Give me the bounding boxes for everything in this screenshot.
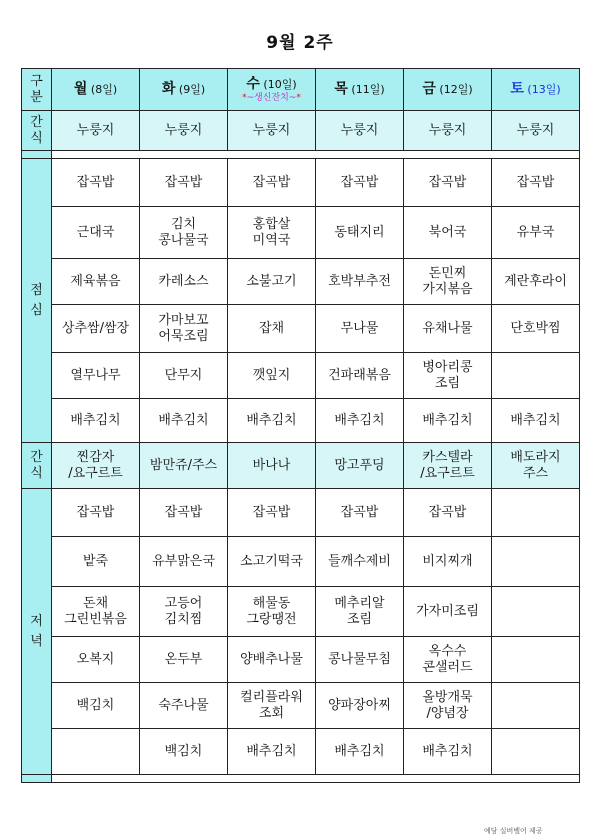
menu-cell [316, 353, 404, 399]
menu-cell [140, 159, 228, 207]
menu-cell [492, 637, 580, 683]
menu-item-line: 배추김치 [70, 412, 121, 428]
menu-cell [228, 159, 316, 207]
snack1-row [22, 111, 580, 151]
menu-cell [404, 207, 492, 259]
header-row [22, 69, 580, 111]
menu-item-line: 계란후라이 [504, 273, 567, 289]
menu-item-line: 북어국 [428, 224, 467, 240]
menu-cell: 누룽지 [140, 111, 228, 151]
day-date: (9일) [175, 83, 206, 96]
menu-item-line: 동태지리 [334, 224, 385, 240]
menu-item-line: 백김치 [164, 743, 203, 759]
menu-item-line: 유부맑은국 [152, 553, 215, 569]
bottom-strip-row [22, 775, 580, 783]
menu-item-line: 배추김치 [246, 412, 297, 428]
menu-cell [316, 637, 404, 683]
menu-cell [316, 399, 404, 443]
menu-item-line: 배추김치 [334, 412, 385, 428]
menu-item-line: 단무지 [164, 367, 203, 383]
section-label-char: 저 [30, 613, 43, 629]
menu-cell [228, 729, 316, 775]
menu-item-line: 배추김치 [510, 412, 561, 428]
menu-item-line: 소불고기 [246, 273, 297, 289]
snack-item-line: /요구르트 [68, 465, 123, 481]
menu-item-line: 배추김치 [422, 743, 473, 759]
day-header [140, 69, 228, 111]
day-header-line [142, 81, 225, 98]
menu-cell: 누룽지 [492, 111, 580, 151]
day-date: (8일) [87, 83, 118, 96]
menu-cell [52, 159, 140, 207]
menu-item-line: 가자미조림 [416, 603, 479, 619]
menu-cell [52, 637, 140, 683]
menu-cell [140, 587, 228, 637]
menu-item-line: 잡곡밥 [164, 504, 203, 520]
day-name: 토 [510, 81, 524, 97]
menu-item-line: 비지찌개 [422, 553, 473, 569]
menu-item-line: 배추김치 [246, 743, 297, 759]
menu-cell [404, 637, 492, 683]
menu-cell [140, 489, 228, 537]
menu-item-line: 배추김치 [334, 743, 385, 759]
menu-cell [316, 443, 404, 489]
menu-item-line: 그린빈볶음 [64, 611, 127, 627]
day-header-line [54, 81, 137, 98]
day-header-line [318, 81, 401, 98]
menu-cell [52, 443, 140, 489]
star-icon: * [242, 93, 247, 103]
lunch-row [22, 353, 580, 399]
lunch-row [22, 159, 580, 207]
day-name: 목 [334, 81, 348, 97]
menu-cell [228, 489, 316, 537]
menu-cell [52, 489, 140, 537]
menu-item-line: 돈채 [82, 595, 109, 611]
lunch-row [22, 259, 580, 305]
day-name: 수 [246, 76, 260, 92]
section-label-char: 녁 [30, 633, 43, 649]
section-label-dinner [22, 489, 52, 775]
menu-cell [492, 729, 580, 775]
menu-item-line: 소고기떡국 [240, 553, 303, 569]
menu-cell: 누룽지 [316, 111, 404, 151]
menu-item-line: 유채나물 [422, 320, 473, 336]
menu-cell [404, 729, 492, 775]
menu-cell [228, 305, 316, 353]
day-header [492, 69, 580, 111]
bottom-strip-cell [52, 775, 580, 783]
menu-cell [52, 729, 140, 775]
section-label-char: 점 [30, 282, 43, 298]
menu-item-line: 돈민찌 [428, 265, 467, 281]
menu-cell [492, 683, 580, 729]
snack-item-line: 바나나 [252, 457, 291, 473]
menu-item-line: 병아리콩 [422, 359, 473, 375]
menu-item-line: 그랑땡전 [246, 611, 297, 627]
menu-item-line: 콩나물국 [158, 232, 209, 248]
menu-cell [52, 259, 140, 305]
menu-cell [492, 489, 580, 537]
menu-item-line: 양배추나물 [240, 651, 303, 667]
menu-cell [140, 537, 228, 587]
birthday-note-text: ~생신잔치~ [246, 93, 297, 103]
menu-item-line: 배추김치 [158, 412, 209, 428]
menu-cell [228, 399, 316, 443]
day-header-line [494, 81, 577, 98]
snack-item-line: /요구르트 [420, 465, 475, 481]
menu-item-line: 조림 [346, 611, 373, 627]
menu-cell [492, 399, 580, 443]
menu-item-line: 깻잎지 [252, 367, 291, 383]
menu-item-line: 호박부추전 [328, 273, 391, 289]
menu-cell [404, 683, 492, 729]
menu-item-line: 콩나물무침 [328, 651, 391, 667]
menu-cell [404, 587, 492, 637]
menu-item-line: 메추리알 [334, 595, 385, 611]
menu-item-line: 단호박찜 [510, 320, 561, 336]
day-header [316, 69, 404, 111]
menu-item-line: 김치찜 [164, 611, 203, 627]
menu-item-line: 해물동 [252, 595, 291, 611]
menu-item-line: 잡곡밥 [164, 174, 203, 190]
dinner-row [22, 729, 580, 775]
menu-cell [316, 729, 404, 775]
menu-cell [228, 587, 316, 637]
menu-cell [492, 305, 580, 353]
menu-item-line: 가마보꼬 [158, 312, 209, 328]
menu-cell [52, 399, 140, 443]
menu-item-line: 카레소스 [158, 273, 209, 289]
menu-cell [52, 353, 140, 399]
dinner-row [22, 489, 580, 537]
menu-item-line: 올방개묵 [422, 689, 473, 705]
menu-item-line: 가지볶음 [422, 281, 473, 297]
dinner-row [22, 683, 580, 729]
menu-item-line: 잡곡밥 [340, 504, 379, 520]
menu-item-line: /양념장 [426, 705, 469, 721]
menu-item-line: 컬리플라워 [240, 689, 303, 705]
menu-item-line: 양파장아찌 [328, 697, 391, 713]
weekly-menu-table [21, 68, 580, 783]
lunch-row [22, 305, 580, 353]
menu-cell [228, 637, 316, 683]
menu-item-line: 상추쌈/쌈장 [61, 320, 130, 336]
menu-cell [404, 259, 492, 305]
menu-cell [228, 207, 316, 259]
menu-cell [316, 259, 404, 305]
menu-cell: 누룽지 [228, 111, 316, 151]
header-corner: 구분 [22, 69, 52, 111]
menu-cell [492, 353, 580, 399]
menu-cell [404, 489, 492, 537]
snack2-row [22, 443, 580, 489]
menu-cell [492, 587, 580, 637]
day-header-line [406, 81, 489, 98]
menu-cell [52, 305, 140, 353]
day-date: (11일) [347, 83, 385, 96]
star-icon: * [296, 93, 301, 103]
menu-cell [52, 207, 140, 259]
menu-cell [228, 683, 316, 729]
menu-item-line: 콘샐러드 [422, 659, 473, 675]
menu-item-line: 김치 [170, 216, 197, 232]
section-label-char: 심 [30, 302, 43, 318]
menu-cell [316, 207, 404, 259]
menu-cell [492, 159, 580, 207]
page-title: 9월 2주 [266, 33, 334, 53]
day-date: (13일) [523, 83, 561, 96]
dinner-row [22, 587, 580, 637]
menu-cell [140, 729, 228, 775]
menu-cell [492, 537, 580, 587]
footer-note: 예담 실버벨어 제공 [484, 827, 543, 835]
menu-item-line: 잡곡밥 [428, 174, 467, 190]
menu-cell [316, 305, 404, 353]
menu-cell [52, 537, 140, 587]
spacer-cell [52, 151, 580, 159]
menu-item-line: 밭죽 [82, 553, 109, 569]
menu-cell [316, 159, 404, 207]
snack-item-line: 주스 [522, 465, 549, 481]
menu-cell [228, 259, 316, 305]
menu-item-line: 어묵조림 [158, 328, 209, 344]
lunch-row [22, 207, 580, 259]
menu-item-line: 유부국 [516, 224, 555, 240]
menu-cell [140, 305, 228, 353]
menu-item-line: 잡곡밥 [252, 504, 291, 520]
menu-cell [316, 587, 404, 637]
menu-cell [140, 443, 228, 489]
menu-item-line: 잡곡밥 [516, 174, 555, 190]
menu-cell [316, 537, 404, 587]
section-label-snack1: 간식 [22, 111, 52, 151]
section-label-snack2: 간식 [22, 443, 52, 489]
menu-item-line: 옥수수 [428, 643, 467, 659]
day-date: (12일) [435, 83, 473, 96]
menu-cell [140, 207, 228, 259]
day-name: 월 [73, 81, 88, 97]
menu-cell [316, 489, 404, 537]
spacer-row [22, 151, 580, 159]
menu-item-line: 온두부 [164, 651, 203, 667]
menu-item-line: 근대국 [76, 224, 115, 240]
menu-item-line: 잡채 [258, 320, 285, 336]
menu-cell [404, 159, 492, 207]
menu-item-line: 배추김치 [422, 412, 473, 428]
menu-item-line: 무나물 [340, 320, 379, 336]
dinner-row [22, 637, 580, 683]
day-header [228, 69, 316, 111]
menu-cell: 누룽지 [52, 111, 140, 151]
day-date: (10일) [259, 78, 297, 91]
birthday-note [230, 93, 313, 103]
day-header-line [230, 76, 313, 93]
menu-item-line: 잡곡밥 [428, 504, 467, 520]
menu-cell [140, 259, 228, 305]
menu-cell [140, 637, 228, 683]
day-name: 화 [161, 81, 176, 97]
menu-item-line: 잡곡밥 [252, 174, 291, 190]
menu-item-line: 들깨수제비 [328, 553, 391, 569]
menu-cell [492, 443, 580, 489]
menu-item-line: 잡곡밥 [76, 174, 115, 190]
menu-item-line: 잡곡밥 [76, 504, 115, 520]
menu-item-line: 백김치 [76, 697, 115, 713]
snack-item-line: 배도라지 [510, 449, 561, 465]
menu-item-line: 제육볶음 [70, 273, 121, 289]
menu-cell [140, 353, 228, 399]
menu-cell [140, 399, 228, 443]
snack-item-line: 망고푸딩 [334, 457, 385, 473]
menu-cell [52, 587, 140, 637]
day-name: 금 [422, 81, 436, 97]
menu-cell [316, 683, 404, 729]
snack-item-line: 밤만쥬/주스 [149, 457, 218, 473]
menu-item-line: 고등어 [164, 595, 203, 611]
snack-item-line: 카스텔라 [422, 449, 473, 465]
menu-item-line: 홍합살 [252, 216, 291, 232]
menu-cell [492, 259, 580, 305]
menu-item-line: 미역국 [252, 232, 291, 248]
menu-item-line: 숙주나물 [158, 697, 209, 713]
menu-item-line: 조림 [434, 375, 461, 391]
menu-cell [228, 443, 316, 489]
day-header [52, 69, 140, 111]
snack-item-line: 찐감자 [76, 449, 115, 465]
lunch-row [22, 399, 580, 443]
menu-item-line: 열무나무 [70, 367, 121, 383]
bottom-strip-cell [22, 775, 52, 783]
menu-cell [228, 537, 316, 587]
menu-cell [52, 683, 140, 729]
menu-item-line: 잡곡밥 [340, 174, 379, 190]
menu-cell [140, 683, 228, 729]
menu-cell [492, 207, 580, 259]
menu-item-line: 건파래볶음 [328, 367, 391, 383]
menu-item-line: 조회 [258, 705, 285, 721]
menu-cell [404, 353, 492, 399]
menu-cell [228, 353, 316, 399]
section-label-lunch [22, 159, 52, 443]
menu-cell [404, 399, 492, 443]
menu-cell [404, 305, 492, 353]
spacer-cell [22, 151, 52, 159]
dinner-row [22, 537, 580, 587]
day-header [404, 69, 492, 111]
menu-item-line: 오복지 [76, 651, 115, 667]
menu-cell: 누룽지 [404, 111, 492, 151]
menu-cell [404, 537, 492, 587]
menu-cell [404, 443, 492, 489]
